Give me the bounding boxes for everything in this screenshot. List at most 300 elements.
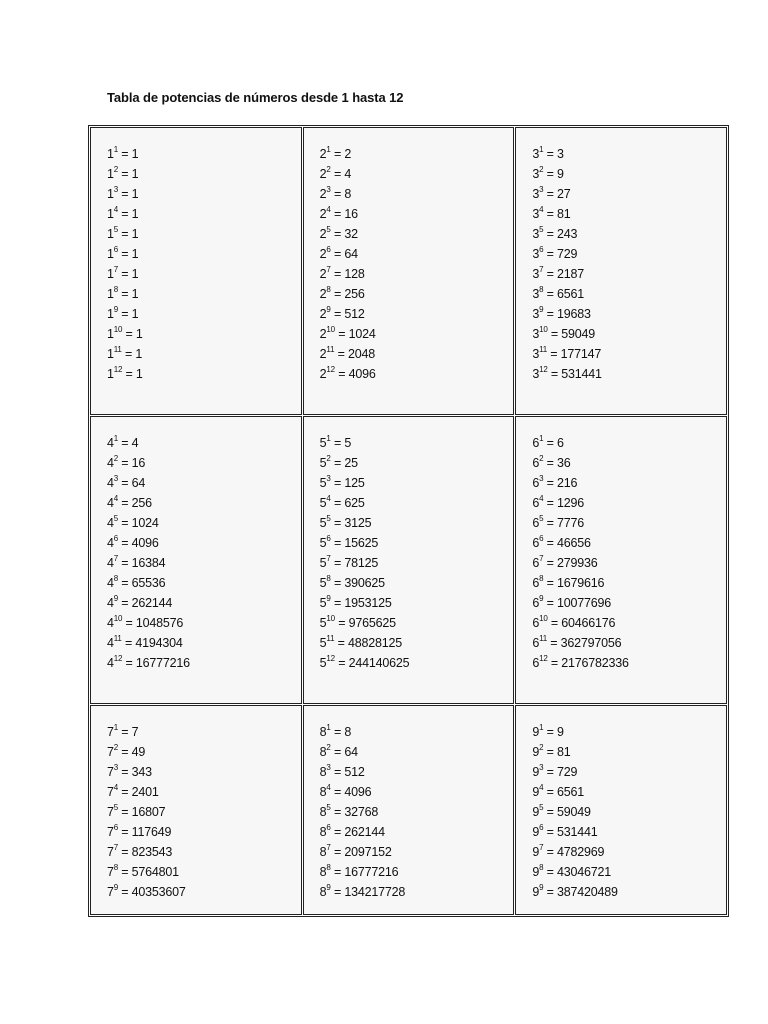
power-value: 625 [344, 496, 365, 510]
power-exponent: 2 [113, 453, 119, 463]
power-entry [532, 284, 726, 304]
power-exponent: 6 [326, 533, 331, 543]
power-entry [532, 593, 726, 613]
power-base: 3 [532, 147, 540, 161]
power-exponent: 5 [326, 224, 331, 234]
power-entry [320, 344, 514, 364]
power-exponent: 7 [326, 264, 331, 274]
power-base: 2 [319, 187, 327, 201]
power-exponent: 11 [539, 344, 547, 354]
power-value: 531441 [557, 825, 598, 839]
power-entry [107, 284, 301, 304]
equals-sign: = [543, 805, 557, 819]
power-value: 216 [557, 476, 578, 490]
power-base: 1 [107, 227, 114, 241]
equals-sign: = [330, 247, 345, 261]
power-base: 9 [532, 845, 540, 859]
powers-cell-base-7 [90, 705, 302, 915]
power-exponent: 4 [113, 493, 119, 503]
power-exponent: 4 [539, 204, 544, 214]
power-exponent: 8 [539, 573, 544, 583]
power-entry [532, 533, 726, 553]
power-exponent: 4 [539, 493, 544, 503]
equals-sign: = [543, 825, 557, 839]
equals-sign: = [543, 745, 557, 759]
power-exponent: 2 [539, 453, 544, 463]
power-entry [532, 653, 726, 673]
power-base: 5 [319, 456, 327, 470]
power-base: 8 [319, 865, 327, 879]
power-exponent: 11 [326, 344, 335, 354]
power-value: 3125 [344, 516, 372, 530]
power-entry [532, 493, 726, 513]
power-value: 1024 [348, 327, 376, 341]
power-value: 390625 [344, 576, 385, 590]
power-entry [532, 364, 726, 384]
power-value: 43046721 [557, 865, 612, 879]
power-value: 15625 [344, 536, 379, 550]
equals-sign: = [543, 596, 557, 610]
power-base: 9 [532, 745, 540, 759]
power-base: 6 [532, 616, 540, 630]
power-base: 9 [532, 885, 540, 899]
power-base: 4 [107, 656, 114, 670]
power-entry [107, 493, 301, 513]
power-entry [107, 433, 301, 453]
power-exponent: 9 [326, 304, 331, 314]
power-entry [107, 613, 301, 633]
power-entry [532, 802, 726, 822]
equals-sign: = [330, 207, 345, 221]
power-exponent: 9 [113, 304, 119, 314]
power-value: 9 [557, 167, 564, 181]
equals-sign: = [543, 536, 557, 550]
power-base: 3 [532, 287, 540, 301]
power-base: 7 [107, 845, 114, 859]
equals-sign: = [334, 347, 348, 361]
equals-sign: = [543, 476, 557, 490]
power-entry [107, 304, 301, 324]
powers-cell-base-1 [90, 127, 302, 415]
power-exponent: 4 [326, 204, 331, 214]
power-value: 1 [131, 267, 139, 281]
power-entry [532, 573, 726, 593]
power-base: 6 [532, 456, 540, 470]
equals-sign: = [118, 476, 132, 490]
power-entry [320, 264, 514, 284]
power-exponent: 7 [113, 553, 119, 563]
power-base: 6 [532, 496, 540, 510]
equals-sign: = [543, 267, 557, 281]
power-value: 262144 [344, 825, 385, 839]
equals-sign: = [122, 656, 136, 670]
power-entry [532, 722, 726, 742]
power-exponent: 5 [326, 802, 331, 812]
power-value: 512 [344, 307, 365, 321]
power-entry [532, 244, 726, 264]
power-value: 387420489 [557, 885, 618, 899]
power-entry [107, 762, 301, 782]
equals-sign: = [121, 636, 136, 650]
power-value: 5764801 [131, 865, 179, 879]
power-base: 6 [532, 636, 540, 650]
power-exponent: 1 [539, 144, 544, 154]
power-entry [532, 782, 726, 802]
power-base: 7 [107, 745, 114, 759]
power-value: 65536 [131, 576, 166, 590]
power-entry [107, 184, 301, 204]
power-exponent: 11 [113, 633, 122, 643]
power-base: 1 [107, 167, 114, 181]
power-base: 8 [319, 725, 327, 739]
power-exponent: 5 [326, 513, 331, 523]
power-exponent: 6 [539, 533, 544, 543]
power-exponent: 10 [539, 613, 548, 623]
power-exponent: 6 [326, 822, 331, 832]
power-entry [107, 822, 301, 842]
power-value: 1 [135, 367, 143, 381]
power-exponent: 3 [326, 762, 331, 772]
equals-sign: = [118, 227, 132, 241]
power-entry [107, 862, 301, 882]
power-base: 9 [532, 865, 540, 879]
equals-sign: = [330, 536, 345, 550]
equals-sign: = [334, 327, 349, 341]
power-entry [532, 224, 726, 244]
power-exponent: 9 [326, 882, 331, 892]
equals-sign: = [330, 885, 345, 899]
power-base: 9 [532, 725, 540, 739]
equals-sign: = [543, 247, 557, 261]
power-value: 4096 [131, 536, 159, 550]
power-exponent: 6 [326, 244, 331, 254]
power-base: 6 [532, 476, 540, 490]
power-entry [107, 653, 301, 673]
power-exponent: 8 [113, 284, 119, 294]
power-value: 7 [131, 725, 139, 739]
power-entry [320, 782, 514, 802]
power-base: 3 [532, 167, 540, 181]
power-exponent: 2 [326, 453, 331, 463]
power-entry [320, 164, 514, 184]
power-entry [107, 144, 301, 164]
power-exponent: 2 [539, 742, 544, 752]
power-value: 27 [557, 187, 571, 201]
power-entry [532, 762, 726, 782]
equals-sign: = [334, 656, 349, 670]
power-value: 128 [344, 267, 365, 281]
power-value: 2176782336 [561, 656, 629, 670]
power-value: 36 [557, 456, 571, 470]
power-entry [107, 742, 301, 762]
equals-sign: = [543, 765, 557, 779]
powers-cell-base-2 [303, 127, 515, 415]
power-value: 1 [135, 347, 143, 361]
power-value: 1 [131, 207, 139, 221]
equals-sign: = [118, 436, 132, 450]
power-exponent: 10 [113, 324, 123, 334]
power-exponent: 3 [326, 184, 331, 194]
power-base: 8 [319, 885, 327, 899]
equals-sign: = [547, 656, 562, 670]
power-base: 5 [319, 496, 327, 510]
power-exponent: 4 [326, 782, 331, 792]
equals-sign: = [121, 347, 136, 361]
power-exponent: 12 [113, 364, 123, 374]
power-value: 243 [557, 227, 578, 241]
power-value: 64 [344, 247, 358, 261]
equals-sign: = [330, 516, 345, 530]
power-base: 3 [532, 327, 540, 341]
power-entry [532, 553, 726, 573]
power-base: 2 [319, 227, 327, 241]
power-exponent: 6 [113, 822, 119, 832]
power-entry [532, 633, 726, 653]
equals-sign: = [330, 745, 345, 759]
power-value: 256 [131, 496, 152, 510]
power-base: 5 [319, 556, 327, 570]
equals-sign: = [118, 167, 132, 181]
power-base: 6 [532, 596, 540, 610]
power-value: 25 [344, 456, 358, 470]
power-entry [320, 144, 514, 164]
power-base: 5 [319, 516, 327, 530]
power-value: 16384 [131, 556, 166, 570]
power-entry [320, 433, 514, 453]
power-exponent: 7 [326, 842, 331, 852]
power-base: 3 [532, 227, 540, 241]
equals-sign: = [543, 576, 557, 590]
power-base: 5 [319, 616, 327, 630]
power-exponent: 3 [113, 762, 119, 772]
power-entry [532, 822, 726, 842]
equals-sign: = [547, 616, 562, 630]
power-exponent: 5 [113, 513, 119, 523]
power-base: 7 [107, 725, 114, 739]
equals-sign: = [118, 765, 132, 779]
powers-cell-base-5 [303, 416, 515, 704]
equals-sign: = [118, 825, 132, 839]
power-value: 78125 [344, 556, 379, 570]
power-entry [532, 862, 726, 882]
powers-cell-base-8 [303, 705, 515, 915]
power-exponent: 10 [539, 324, 548, 334]
equals-sign: = [543, 845, 557, 859]
power-exponent: 6 [113, 244, 119, 254]
power-exponent: 9 [539, 882, 544, 892]
power-entry [320, 593, 514, 613]
power-entry [107, 802, 301, 822]
power-entry [320, 722, 514, 742]
power-base: 4 [107, 616, 114, 630]
equals-sign: = [330, 287, 345, 301]
power-exponent: 1 [326, 433, 331, 443]
equals-sign: = [118, 805, 132, 819]
equals-sign: = [118, 307, 132, 321]
power-entry [532, 184, 726, 204]
powers-cell-base-9 [515, 705, 727, 915]
power-base: 7 [107, 805, 114, 819]
power-value: 1296 [557, 496, 585, 510]
power-value: 4096 [344, 785, 372, 799]
power-value: 46656 [557, 536, 591, 550]
equals-sign: = [122, 616, 136, 630]
power-base: 1 [107, 307, 114, 321]
equals-sign: = [543, 307, 557, 321]
power-value: 4 [131, 436, 139, 450]
power-base: 5 [319, 636, 327, 650]
power-base: 3 [532, 307, 540, 321]
power-entry [532, 513, 726, 533]
power-exponent: 9 [326, 593, 331, 603]
power-entry [532, 842, 726, 862]
power-base: 2 [319, 327, 327, 341]
power-value: 19683 [557, 307, 591, 321]
power-entry [107, 324, 301, 344]
power-entry [107, 164, 301, 184]
equals-sign: = [330, 596, 345, 610]
power-exponent: 2 [539, 164, 544, 174]
power-entry [532, 324, 726, 344]
equals-sign: = [118, 287, 132, 301]
power-base: 1 [107, 147, 114, 161]
power-value: 2 [344, 147, 352, 161]
power-base: 7 [107, 765, 114, 779]
equals-sign: = [118, 745, 132, 759]
power-entry [107, 224, 301, 244]
power-base: 7 [107, 825, 114, 839]
power-exponent: 1 [539, 722, 544, 732]
equals-sign: = [330, 496, 345, 510]
power-entry [532, 264, 726, 284]
power-value: 177147 [560, 347, 602, 361]
power-exponent: 2 [113, 164, 119, 174]
power-exponent: 6 [539, 822, 544, 832]
power-value: 32 [344, 227, 358, 241]
power-entry [107, 264, 301, 284]
power-value: 3 [557, 147, 564, 161]
power-entry [532, 742, 726, 762]
power-entry [107, 593, 301, 613]
power-value: 279936 [557, 556, 598, 570]
power-base: 5 [319, 476, 327, 490]
equals-sign: = [330, 456, 345, 470]
equals-sign: = [330, 556, 345, 570]
equals-sign: = [543, 147, 557, 161]
power-entry [320, 364, 514, 384]
power-exponent: 4 [539, 782, 544, 792]
power-exponent: 12 [539, 653, 548, 663]
equals-sign: = [122, 327, 136, 341]
equals-sign: = [118, 247, 132, 261]
power-entry [320, 244, 514, 264]
power-exponent: 12 [326, 364, 335, 374]
equals-sign: = [118, 496, 132, 510]
power-exponent: 5 [539, 513, 544, 523]
power-base: 5 [319, 596, 327, 610]
power-base: 1 [107, 207, 114, 221]
power-value: 117649 [131, 825, 172, 839]
power-value: 512 [344, 765, 365, 779]
power-value: 1 [131, 167, 139, 181]
power-entry [532, 204, 726, 224]
power-base: 7 [107, 785, 114, 799]
power-entry [532, 613, 726, 633]
power-value: 1 [131, 227, 139, 241]
power-entry [107, 244, 301, 264]
power-value: 1 [131, 247, 139, 261]
equals-sign: = [330, 227, 345, 241]
power-exponent: 5 [539, 224, 544, 234]
power-value: 4194304 [135, 636, 183, 650]
power-exponent: 4 [326, 493, 331, 503]
power-base: 5 [319, 656, 327, 670]
power-entry [320, 742, 514, 762]
power-base: 4 [107, 436, 114, 450]
power-base: 1 [107, 367, 114, 381]
equals-sign: = [118, 556, 132, 570]
power-entry [107, 722, 301, 742]
power-exponent: 3 [113, 473, 119, 483]
power-value: 16 [131, 456, 146, 470]
power-base: 1 [107, 347, 114, 361]
power-exponent: 2 [326, 742, 331, 752]
power-value: 59049 [557, 805, 591, 819]
power-base: 6 [532, 436, 540, 450]
power-exponent: 2 [326, 164, 331, 174]
power-value: 7776 [557, 516, 585, 530]
equals-sign: = [543, 725, 557, 739]
power-exponent: 5 [113, 802, 119, 812]
equals-sign: = [330, 765, 345, 779]
power-entry [107, 344, 301, 364]
powers-cell-base-3 [515, 127, 727, 415]
power-value: 32768 [344, 805, 379, 819]
equals-sign: = [334, 616, 349, 630]
power-value: 48828125 [347, 636, 402, 650]
power-base: 2 [319, 147, 327, 161]
power-base: 6 [532, 556, 540, 570]
power-value: 16777216 [344, 865, 399, 879]
power-value: 1679616 [557, 576, 605, 590]
power-value: 2401 [131, 785, 159, 799]
power-value: 16777216 [135, 656, 190, 670]
equals-sign: = [118, 596, 132, 610]
power-exponent: 10 [113, 613, 123, 623]
power-value: 244140625 [348, 656, 410, 670]
power-base: 4 [107, 536, 114, 550]
power-exponent: 7 [539, 264, 544, 274]
power-entry [320, 473, 514, 493]
power-value: 40353607 [131, 885, 186, 899]
equals-sign: = [543, 456, 557, 470]
power-value: 4782969 [557, 845, 605, 859]
power-base: 6 [532, 516, 540, 530]
power-exponent: 8 [326, 862, 331, 872]
power-exponent: 11 [113, 344, 122, 354]
power-exponent: 8 [113, 573, 119, 583]
power-base: 2 [319, 367, 327, 381]
power-value: 1 [131, 287, 139, 301]
power-base: 9 [532, 765, 540, 779]
equals-sign: = [330, 865, 345, 879]
power-value: 8 [344, 187, 352, 201]
power-value: 1 [131, 147, 139, 161]
power-value: 531441 [561, 367, 602, 381]
power-value: 362797056 [560, 636, 622, 650]
power-base: 2 [319, 347, 327, 361]
power-value: 9765625 [348, 616, 396, 630]
